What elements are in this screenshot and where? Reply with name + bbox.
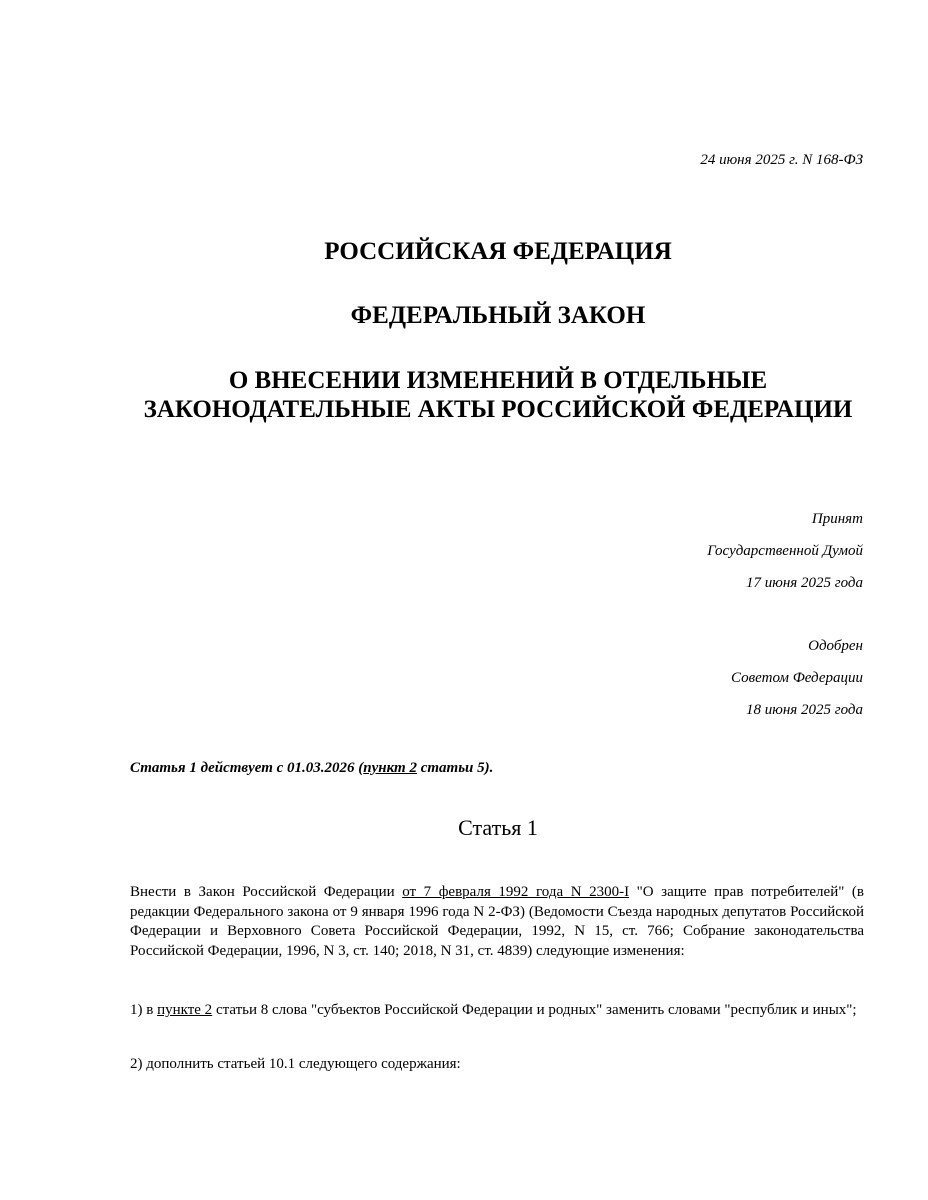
note-link-punkt-2[interactable]: пункт 2 <box>363 760 417 776</box>
heading-law-title: О ВНЕСЕНИИ ИЗМЕНЕНИЙ В ОТДЕЛЬНЫЕ ЗАКОНОДАТЕЛЬНЫЕ АКТЫ РОССИЙСКОЙ ФЕДЕРАЦИИ <box>143 367 853 423</box>
adopted-label: Принят <box>811 511 863 527</box>
paragraph2-after: статьи 8 слова "субъектов Российской Федерации и родных" заменить словами "республик и иных"; <box>212 1002 857 1018</box>
effective-date-note <box>130 760 493 777</box>
document-date-number: 24 июня 2025 г. N 168-ФЗ <box>700 152 863 168</box>
article-item-2: 2) дополнить статьей 10.1 следующего содержания: <box>130 1056 461 1072</box>
paragraph1-after: "О защите прав потребителей" (в редакции Федерального закона от 9 января 1996 года N 2-ФЗ) (Ведомости Съезда народных депутатов Российской Федерации и Верховного Совета Российской Федерации, 1992, N 15, ст. 766; Собрание законодательства Российской Федерации, 1996, N 3, ст. 140; 2018, N 31, ст. 4839) следующие изменения: <box>130 884 865 959</box>
heading-country: РОССИЙСКАЯ ФЕДЕРАЦИЯ <box>324 238 672 265</box>
law-reference-link[interactable]: от 7 февраля 1992 года N 2300-I <box>402 884 630 900</box>
article-title: Статья 1 <box>458 815 538 840</box>
approved-date: 18 июня 2025 года <box>746 702 863 718</box>
adopted-by: Государственной Думой <box>707 543 863 559</box>
adopted-date: 17 июня 2025 года <box>746 575 863 591</box>
article-item-1 <box>130 1001 864 1021</box>
note-prefix: Статья 1 действует с 01.03.2026 ( <box>130 760 364 776</box>
approved-by: Советом Федерации <box>731 670 863 686</box>
note-suffix: статьи 5). <box>416 760 494 776</box>
paragraph1-before: Внести в Закон Российской Федерации <box>130 884 403 900</box>
paragraph2-before: 1) в <box>130 1002 158 1018</box>
punkt-2-link[interactable]: пункте 2 <box>157 1002 213 1018</box>
approved-block <box>563 630 863 726</box>
article-paragraph-intro <box>130 883 864 961</box>
approved-label: Одобрен <box>808 638 863 654</box>
heading-law-type: ФЕДЕРАЛЬНЫЙ ЗАКОН <box>350 302 646 329</box>
adopted-block <box>563 503 863 599</box>
